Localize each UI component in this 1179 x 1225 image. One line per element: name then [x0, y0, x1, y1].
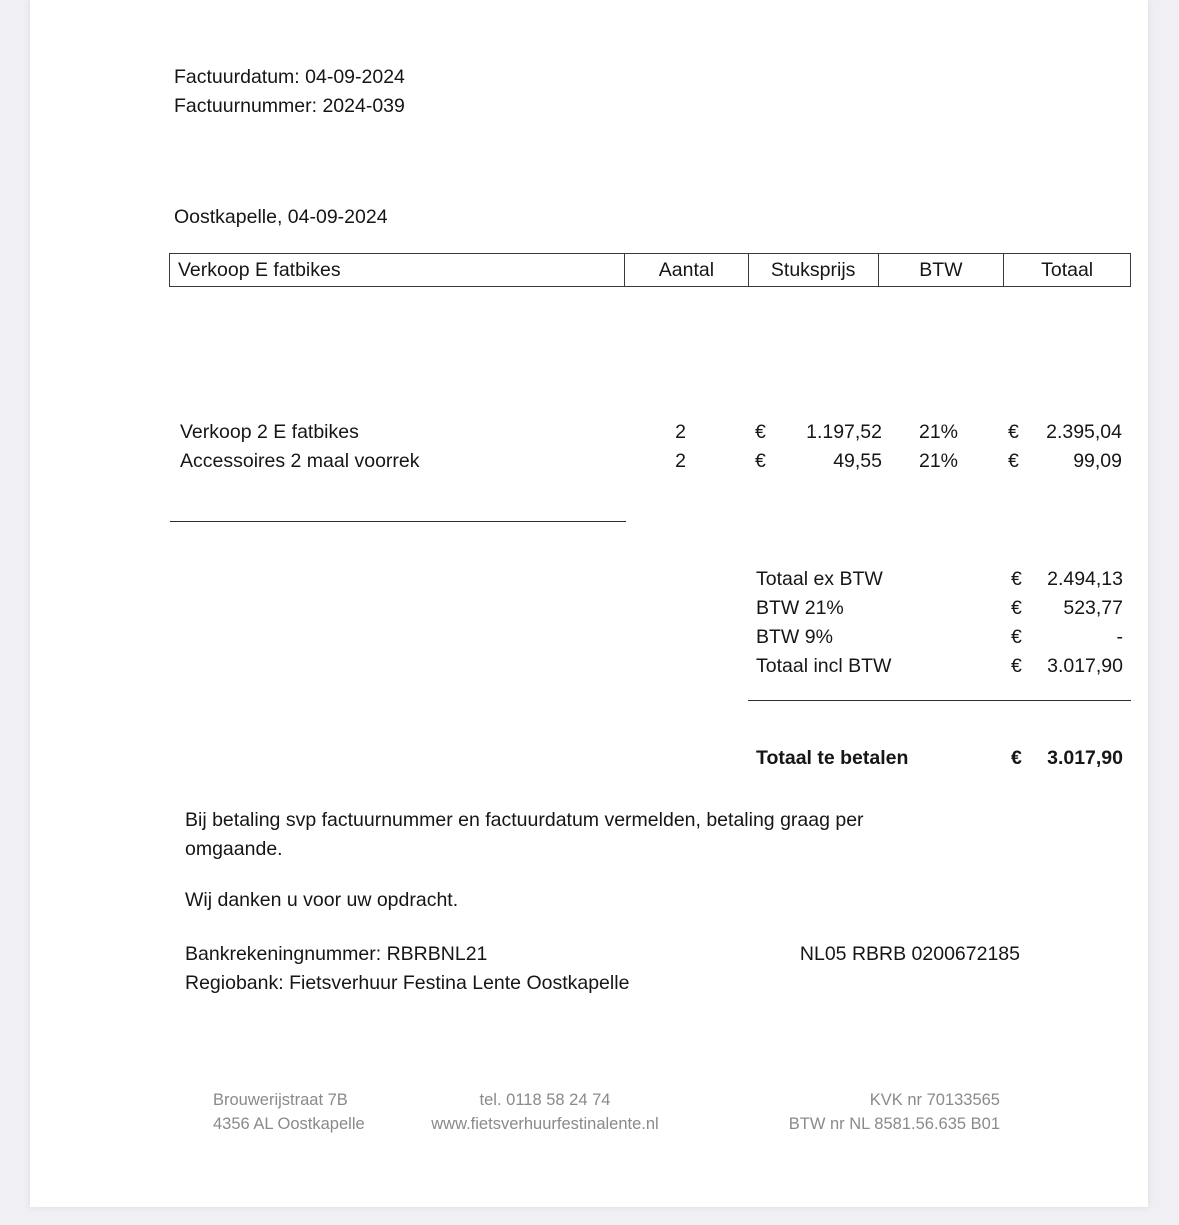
line-item-description: Verkoop 2 E fatbikes	[180, 421, 359, 443]
line-item-unit-price: 1.197,52	[806, 421, 882, 443]
bank-name: Regiobank: Fietsverhuur Festina Lente Oostkapelle	[185, 972, 630, 994]
totals-label: BTW 9%	[756, 626, 833, 648]
page-footer	[30, 1088, 1148, 1148]
totals-value: -	[1116, 626, 1123, 648]
bank-iban: NL05 RBRB 0200672185	[799, 943, 1020, 965]
footer-website[interactable]: www.fietsverhuurfestinalente.nl	[431, 1115, 659, 1133]
totals-label: Totaal incl BTW	[756, 655, 892, 677]
totals-divider	[748, 700, 1131, 701]
line-item-total: 99,09	[1073, 450, 1122, 472]
line-item-description: Accessoires 2 maal voorrek	[180, 450, 420, 472]
line-item-unit-currency: €	[755, 421, 766, 443]
grand-total-value: 3.017,90	[1047, 747, 1123, 769]
column-header-total: Totaal	[1041, 258, 1094, 281]
line-item-total-currency: €	[1008, 450, 1019, 472]
totals-label: BTW 21%	[756, 597, 844, 619]
totals-value: 2.494,13	[1047, 568, 1123, 590]
totals-row-vat-9	[30, 626, 1148, 655]
payment-instruction-text: Bij betaling svp factuurnummer en factuurdatum vermelden, betaling graag per omgaande.	[185, 809, 864, 860]
line-item-unit-currency: €	[755, 450, 766, 472]
footer-address-line-1: Brouwerijstraat 7B	[213, 1091, 348, 1109]
line-item-unit-price: 49,55	[833, 450, 882, 472]
totals-currency: €	[1011, 655, 1022, 677]
table-row	[30, 450, 1148, 479]
column-header-quantity: Aantal	[625, 254, 749, 286]
table-row	[30, 421, 1148, 450]
footer-legal-column	[720, 1088, 1000, 1136]
thank-you-text: Wij danken u voor uw opdracht.	[185, 889, 459, 911]
line-item-total-currency: €	[1008, 421, 1019, 443]
footer-vat-number: BTW nr NL 8581.56.635 B01	[788, 1115, 1000, 1133]
invoice-date: Factuurdatum: 04-09-2024	[174, 66, 405, 88]
totals-currency: €	[1011, 597, 1022, 619]
totals-row-ex-vat	[30, 568, 1148, 597]
line-items-divider	[170, 521, 626, 522]
invoice-page	[30, 0, 1148, 1207]
totals-value: 3.017,90	[1047, 655, 1123, 677]
grand-total-label: Totaal te betalen	[756, 747, 909, 769]
totals-row-vat-21	[30, 597, 1148, 626]
column-header-vat: BTW	[879, 254, 1005, 286]
bank-account-label: Bankrekeningnummer: RBRBNL21	[185, 943, 488, 965]
line-items-table-header	[169, 253, 1131, 287]
invoice-number: Factuurnummer: 2024-039	[174, 95, 405, 117]
totals-label: Totaal ex BTW	[756, 568, 883, 590]
line-item-quantity: 2	[675, 421, 686, 443]
line-item-quantity: 2	[675, 450, 686, 472]
totals-currency: €	[1011, 568, 1022, 590]
grand-total-row	[30, 747, 1148, 776]
place-and-date: Oostkapelle, 04-09-2024	[174, 206, 388, 228]
column-header-description: Verkoop E fatbikes	[170, 254, 625, 286]
footer-address-line-2: 4356 AL Oostkapelle	[213, 1115, 365, 1133]
footer-phone: tel. 0118 58 24 74	[479, 1091, 611, 1109]
totals-row-incl-vat	[30, 655, 1148, 684]
line-item-vat: 21%	[918, 421, 958, 443]
line-item-vat: 21%	[918, 450, 958, 472]
footer-kvk-number: KVK nr 70133565	[869, 1091, 1000, 1109]
totals-currency: €	[1011, 626, 1022, 648]
grand-total-currency: €	[1011, 747, 1022, 769]
invoice-document	[30, 0, 1148, 1207]
footer-contact-column	[410, 1088, 680, 1136]
column-header-unit-price: Stuksprijs	[749, 254, 879, 286]
line-item-total: 2.395,04	[1046, 421, 1122, 443]
footer-address-column	[213, 1088, 365, 1136]
totals-value: 523,77	[1063, 597, 1123, 619]
